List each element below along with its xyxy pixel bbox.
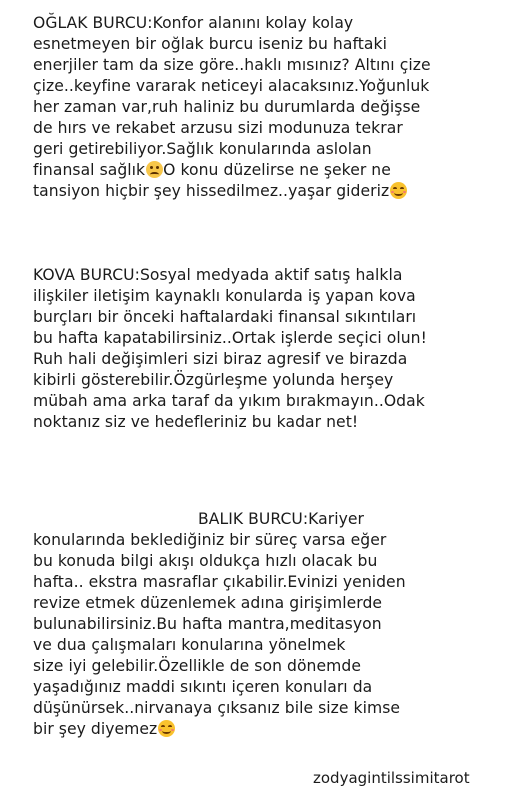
confused-face-icon [146, 161, 163, 178]
text-fragment: bir şey diyemez [33, 720, 158, 738]
text-line: esnetmeyen bir oğlak burcu iseniz bu haftaki [33, 35, 387, 53]
text-line-with-emoji [33, 181, 407, 202]
text-line: de hırs ve rekabet arzusu sizi modunuza tekrar [33, 119, 403, 137]
text-line: mübah ama arka taraf da yıkım bırakmayın..Odak [33, 392, 425, 410]
text-line: bu konuda bilgi akışı oldukça hızlı olacak bu [33, 552, 378, 570]
text-line: noktanız siz ve hedefleriniz bu kadar net! [33, 413, 359, 431]
text-line: revize etmek düzenlemek adına girişimlerde [33, 594, 383, 612]
text-line: bulunabilirsiniz.Bu hafta mantra,meditasyon [33, 615, 382, 633]
text-line: çize..keyfine vararak neticeyi alacaksınız.Yoğunluk [33, 77, 430, 95]
text-line: yaşadığınız maddi sıkıntı içeren konuları da [33, 678, 373, 696]
text-line: ve dua çalışmaları konularına yönelmek [33, 636, 346, 654]
text-line: burçları bir önceki haftalardaki finansal sıkıntıları [33, 308, 417, 326]
text-line: ilişkiler iletişim kaynaklı konularda iş yapan kova [33, 287, 416, 305]
smiling-face-icon [158, 720, 175, 737]
text-line: bu hafta kapatabilirsiniz..Ortak işlerde seçici olun! [33, 329, 427, 347]
text-line: hafta.. ekstra masraflar çıkabilir.Evinizi yeniden [33, 573, 406, 591]
text-line: OĞLAK BURCU:Konfor alanını kolay kolay [33, 14, 354, 32]
text-line: her zaman var,ruh haliniz bu durumlarda değişse [33, 98, 421, 116]
text-line: düşünürsek..nirvanaya çıksanız bile size kimse [33, 699, 401, 717]
text-line: Ruh hali değişimleri sizi biraz agresif ve birazda [33, 350, 408, 368]
text-line: geri getirebiliyor.Sağlık konularında aslolan [33, 140, 372, 158]
text-line: KOVA BURCU:Sosyal medyada aktif satış halkla [33, 266, 403, 284]
text-line: konularında beklediğiniz bir süreç varsa eğer [33, 531, 387, 549]
text-line: BALIK BURCU:Kariyer [198, 510, 364, 528]
text-fragment: tansiyon hiçbir şey hissedilmez..yaşar gideriz [33, 182, 390, 200]
text-line-with-emoji [33, 160, 391, 181]
text-fragment: finansal sağlık [33, 161, 146, 179]
text-fragment: O konu düzelirse ne şeker ne [163, 161, 391, 179]
signature-handle: zodyagintilssimitarot [313, 769, 470, 787]
text-line: kibirli gösterebilir.Özgürleşme yolunda herşey [33, 371, 394, 389]
text-line: size iyi gelebilir.Özellikle de son dönemde [33, 657, 361, 675]
text-line: enerjiler tam da size göre..haklı mısınız? Altını çize [33, 56, 431, 74]
smiling-face-icon [390, 182, 407, 199]
text-line-with-emoji [33, 719, 175, 740]
